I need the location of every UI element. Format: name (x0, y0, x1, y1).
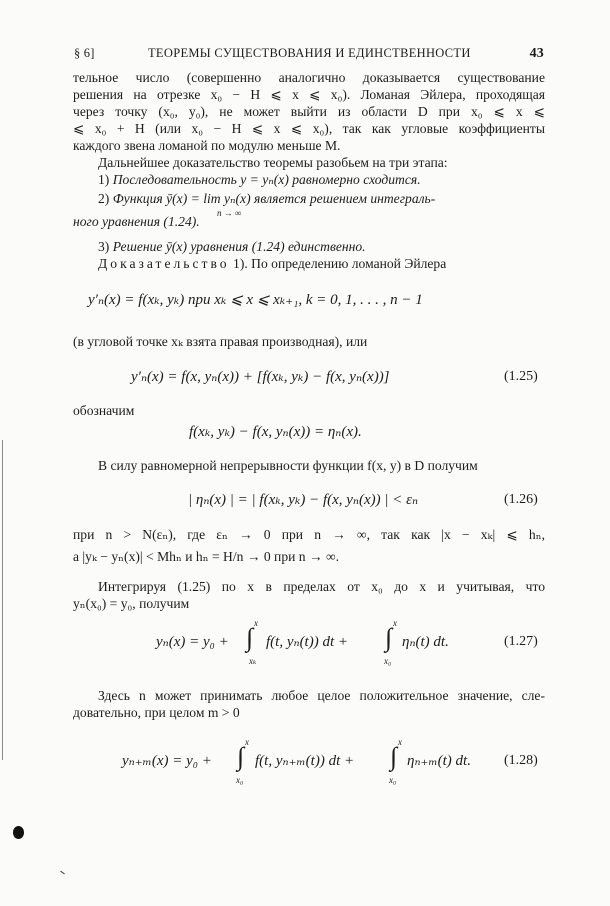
text-line: решения на отрезке x₀ − H ⩽ x ⩽ x₀). Ломаная Эйлера, проходящая (73, 87, 545, 102)
text-line: ного уравнения (1.24). (73, 214, 200, 229)
text-line: (в угловой точке xₖ взята правая производная), или (73, 334, 368, 349)
step-number: 3) (98, 239, 110, 254)
scan-speck (60, 871, 65, 875)
integral-lower-limit: x₀ (389, 775, 397, 785)
step-number: 1) (98, 172, 110, 187)
binding-hole-mark (13, 826, 24, 839)
equation-number: (1.25) (504, 369, 538, 384)
proof-start (98, 256, 545, 272)
integral-sign: ∫ (237, 742, 245, 771)
text-line: yₙ(x₀) = y₀, получим (73, 596, 190, 611)
text-line: тельное число (совершенно аналогично доказывается существование (73, 70, 545, 85)
equation-part: ηₙ(t) dt. (402, 634, 449, 650)
integral-upper-limit: x (245, 737, 249, 747)
step-number: 2) (98, 191, 110, 206)
integral-upper-limit: x (254, 618, 258, 628)
equation-euler-slope: y′ₙ(x) = f(xₖ, yₖ) при xₖ ⩽ x ⩽ xₖ₊₁, k = 0, 1, . . . , n − 1 (88, 292, 423, 308)
running-title: ТЕОРЕМЫ СУЩЕСТВОВАНИЯ И ЕДИНСТВЕННОСТИ (148, 46, 471, 60)
text-line: каждого звена ломаной по модулю меньше M. (73, 138, 341, 153)
integral-sign: ∫ (385, 623, 393, 652)
equation-number: (1.27) (504, 634, 538, 649)
integral-sign: ∫ (390, 742, 398, 771)
integral-sign: ∫ (246, 623, 254, 652)
equation-number: (1.28) (504, 753, 538, 768)
equation-1-25: y′ₙ(x) = f(x, yₙ(x)) + [f(xₖ, yₖ) − f(x, yₙ(x))] (131, 369, 390, 385)
integral-upper-limit: x (398, 737, 402, 747)
equation-number: (1.26) (504, 492, 538, 507)
proof-label: Доказательство (98, 256, 230, 271)
step-statement: Последовательность y = yₙ(x) равномерно сходится. (112, 172, 421, 187)
equation-part: yₙ₊ₘ(x) = y₀ + (122, 753, 212, 769)
step-statement: Решение ȳ(x) уравнения (1.24) единственно. (112, 239, 366, 254)
integral-lower-limit: x₀ (384, 656, 392, 666)
equation-part: f(t, yₙ(t)) dt + (266, 634, 349, 650)
scan-edge-line (2, 440, 3, 760)
text-line: через точку (x₀, y₀), не может выйти из области D при x₀ ⩽ x ⩽ (73, 104, 545, 119)
equation-eta-def: f(xₖ, yₖ) − f(x, yₙ(x)) = ηₙ(x). (189, 424, 362, 440)
step-3 (98, 239, 545, 255)
integral-lower-limit: xₖ (249, 656, 257, 666)
limit-subscript: n → ∞ (217, 208, 242, 218)
text-line: а |yₖ − yₙ(x)| < Mhₙ и hₙ = H/n → 0 при n → ∞. (73, 549, 340, 564)
text-line: при n > N(εₙ), где εₙ → 0 при n → ∞, так как |x − xₖ| ⩽ hₙ, (73, 527, 545, 542)
text-line: Дальнейшее доказательство теоремы разобьем на три этапа: (98, 155, 448, 170)
equation-1-26: | ηₙ(x) | = | f(xₖ, yₖ) − f(x, yₙ(x)) | < εₙ (188, 492, 419, 508)
step-statement: Функция ȳ(x) = lim yₙ(x) является решением интеграль- (112, 191, 436, 206)
step-1 (98, 172, 545, 188)
section-marker: § 6] (74, 46, 95, 60)
text-line: обозначим (73, 403, 135, 418)
text-line: Здесь n может принимать любое целое положительное значение, сле- (98, 688, 545, 703)
integral-upper-limit: x (393, 618, 397, 628)
proof-text: 1). По определению ломаной Эйлера (233, 256, 447, 271)
equation-part: yₙ(x) = y₀ + (156, 634, 229, 650)
text-line: В силу равномерной непрерывности функции f(x, y) в D получим (98, 458, 478, 473)
step-2 (98, 191, 545, 207)
text-line: ⩽ x₀ + H (или x₀ − H ⩽ x ⩽ x₀), так как угловые коэффициенты (73, 121, 545, 136)
equation-part: ηₙ₊ₘ(t) dt. (407, 753, 471, 769)
equation-part: f(t, yₙ₊ₘ(t)) dt + (255, 753, 355, 769)
text-line: довательно, при целом m > 0 (73, 705, 240, 720)
integral-lower-limit: x₀ (236, 775, 244, 785)
text-line: Интегрируя (1.25) по x в пределах от x₀ до x и учитывая, что (98, 579, 545, 594)
page-number: 43 (529, 46, 544, 61)
